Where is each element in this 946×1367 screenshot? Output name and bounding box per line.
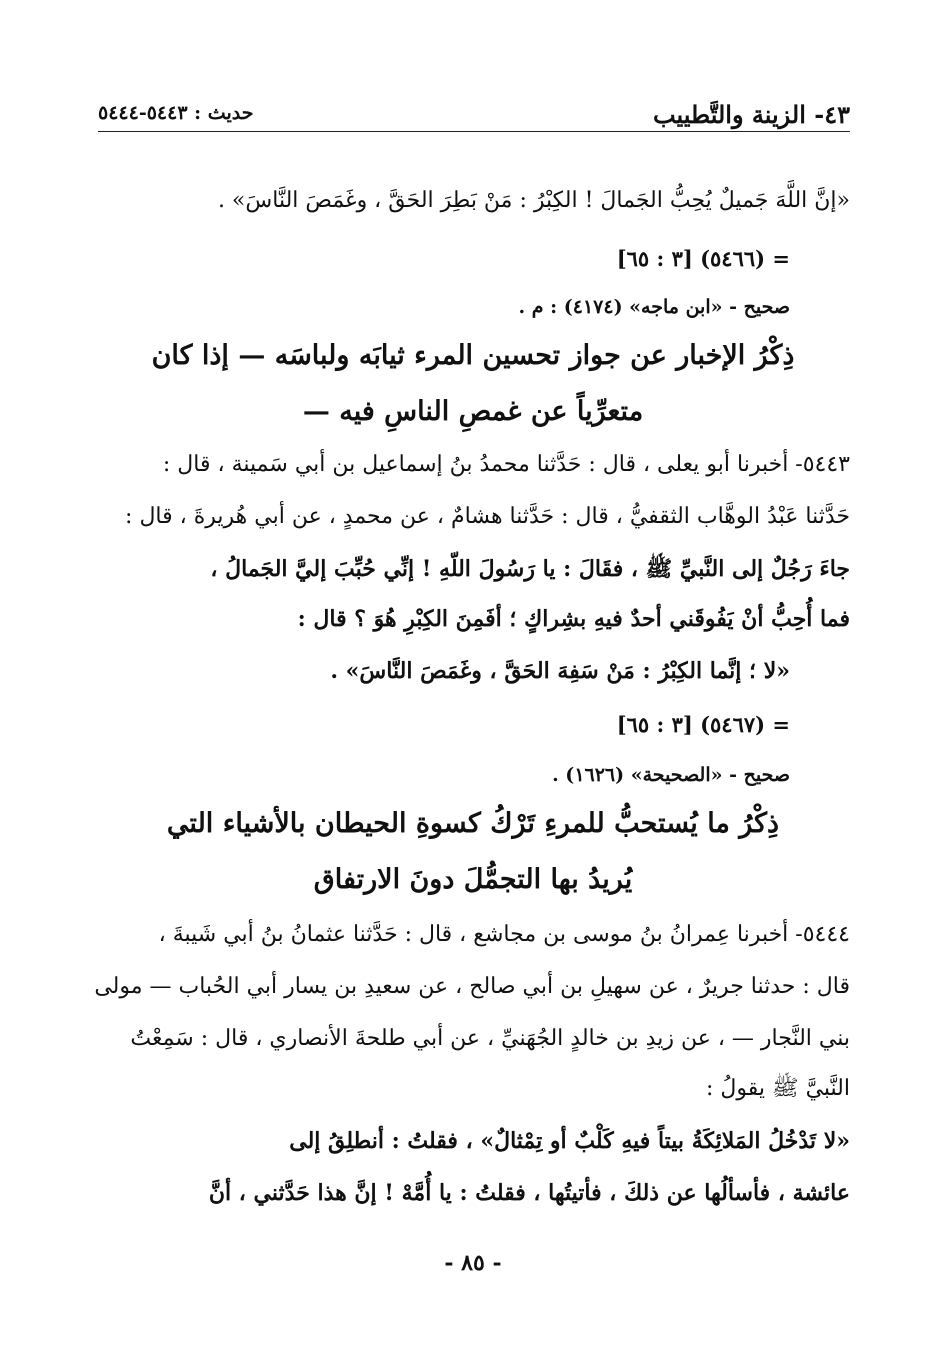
section-heading: ذِكْرُ الإخبار عن جواز تحسين المرء ثيابَه ولباسَه — إذا كان	[151, 340, 795, 371]
reference-line: = (٥٤٦٦) [٣ : ٦٥]	[616, 246, 790, 271]
chapter-title: ٤٣- الزينة والتَّطييب	[652, 100, 850, 129]
section-heading: متعرِّياً عن غمصِ الناسِ فيه —	[302, 396, 644, 427]
hadith-text-line: «لا تَدْخُلُ المَلائِكَةُ بيتاً فيهِ كَلْبٌ أو تِمْثالٌ» ، فقلتُ : أنطلِقُ إلى	[289, 1128, 850, 1154]
grading-line: صحيح - «ابن ماجه» (٤١٧٤) : م .	[518, 296, 790, 318]
running-header	[98, 92, 850, 132]
reference-line: = (٥٤٦٧) [٣ : ٦٥]	[616, 712, 790, 737]
hadith-text-line: فما أُحِبُّ أنْ يَفُوقَني أحدٌ فيهِ بشِراكٍ ؛ أفَمِنَ الكِبْرِ هُوَ ؟ قال :	[297, 606, 850, 632]
hadith-range: حديث : ٥٤٤٣-٥٤٤٤	[98, 102, 254, 124]
hadith-text-line: عائشة ، فأسألُها عن ذلكَ ، فأتيتُها ، فقلتُ : يا أُمَّهْ ! إنَّ هذا حَدَّثني ، أنَّ	[208, 1180, 850, 1206]
section-heading: ذِكْرُ ما يُستحبُّ للمرءِ تَرْكُ كسوةِ الحيطان بالأشياء التي	[166, 808, 780, 839]
grading-line: صحيح - «الصحيحة» (١٦٢٦) .	[552, 764, 790, 786]
hadith-text-line: جاءَ رَجُلٌ إلى النَّبيِّ ﷺ ، فقَالَ : يا رَسُولَ اللّهِ ! إنِّي حُبِّبَ إليَّ الجَمالُ ،	[210, 556, 850, 582]
section-heading: يُريدُ بها التجمُّلَ دونَ الارتفاق	[313, 864, 633, 895]
hadith-text-line: «إنَّ اللَّهَ جَميلٌ يُحِبُّ الجَمالَ ! الكِبْرُ : مَنْ بَطِرَ الحَقَّ ، وغَمَصَ النَّاسَ» .	[217, 188, 850, 213]
isnad-line: حَدَّثنا عَبْدُ الوهَّاب الثقفيُّ ، قال : حَدَّثنا هشامٌ ، عن محمدٍ ، عن أبي هُريرةَ ، قال :	[125, 504, 850, 529]
isnad-line: قال : حدثنا جريرٌ ، عن سهيلِ بن أبي صالح ، عن سعيدِ بن يسار أبي الحُباب — مولى	[94, 974, 850, 999]
isnad-line: النَّبيَّ ﷺ يقولُ :	[706, 1076, 850, 1101]
isnad-line: ٥٤٤٣- أخبرنا أبو يعلى ، قال : حَدَّثنا محمدُ بنُ إسماعيل بن أبي سَمينة ، قال :	[162, 452, 850, 477]
hadith-text-line: «لا ؛ إنَّما الكِبْرُ : مَنْ سَفِهَ الحَقَّ ، وغَمَصَ النَّاسَ» .	[330, 658, 790, 684]
isnad-line: ٥٤٤٤- أخبرنا عِمرانُ بنُ موسى بن مجاشع ، قال : حَدَّثنا عثمانُ بنُ أبي شَيبةَ ،	[158, 922, 850, 947]
header-divider	[98, 131, 850, 132]
isnad-line: بني النَّجار — ، عن زيدِ بن خالدٍ الجُهَنيِّ ، عن أبي طلحةَ الأنصاري ، قال : سَمِعْتُ	[130, 1026, 850, 1051]
page-number: - ٨٥ -	[444, 1250, 502, 1276]
